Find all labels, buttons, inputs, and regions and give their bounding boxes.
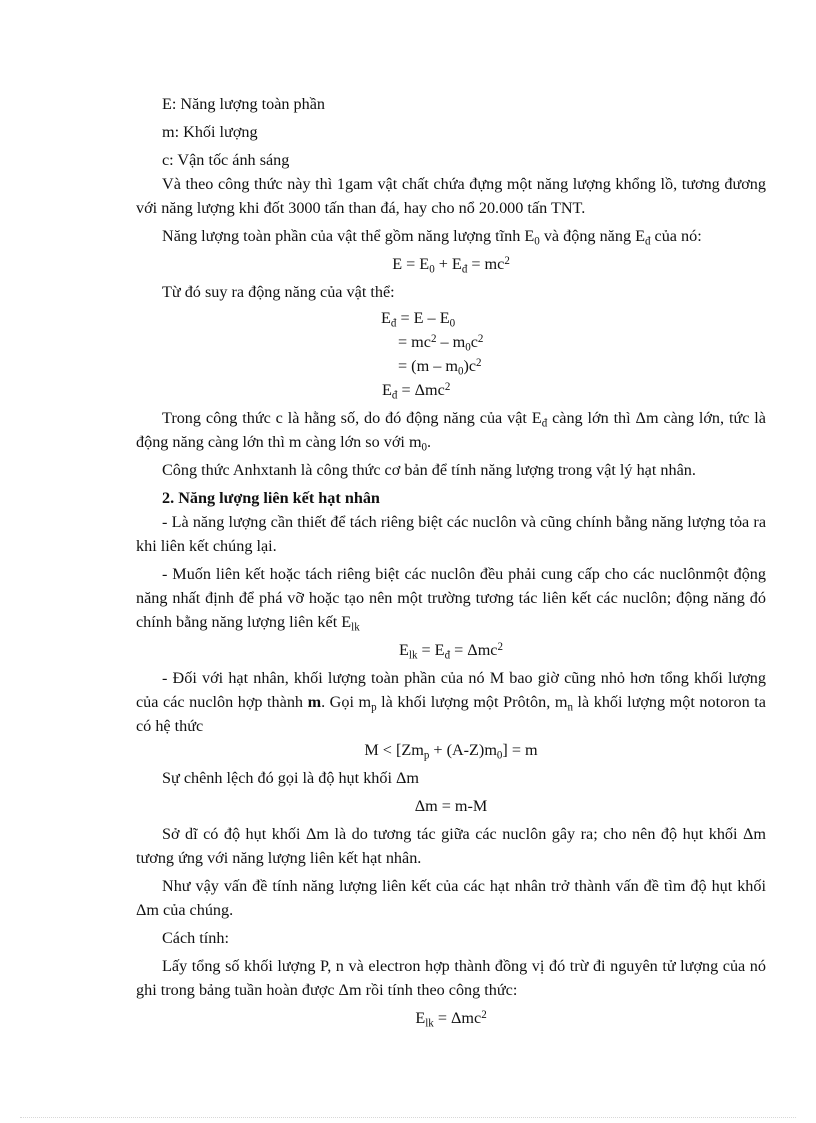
paragraph-total-energy: Năng lượng toàn phần của vật thể gồm năng lượng tĩnh $E_0$ và động năng $E_đ$ của nó:	[162, 227, 702, 248]
definition-c: c: Vận tốc ánh sáng	[162, 151, 290, 169]
paragraph-energy-example: Và theo công thức này thì 1gam vật chất chứa đựng một năng lượng khổng lồ, tương đương với năng lượng khi đốt 3000 tấn than đá, hay cho nổ 20.000 tấn TNT.	[136, 175, 766, 217]
equation-line-2: = $mc^2 - m_0c^2$	[398, 333, 484, 354]
definition-m: m: Khối lượng	[162, 123, 258, 141]
equation-mass-defect: Δm = m-M	[414, 797, 488, 815]
bullet-separation: - Muốn liên kết hoặc tách riêng biệt các nuclôn đều phải cung cấp cho các nuclônmột động năng nhất định để phá vỡ hoặc tạo nên một trường tương tác liên kết các nuclôn; động năng đó chính bằng năng lượng liên kết $E_{lk}$	[136, 565, 766, 634]
equation-block-kinetic	[136, 306, 766, 402]
paragraph-derive-kinetic: Từ đó suy ra động năng của vật thể:	[162, 283, 395, 301]
equation-total-energy: $E = E_0 + E_đ = mc^2$	[392, 255, 510, 276]
paragraph-defect-cause: Sở dĩ có độ hụt khối Δm là do tương tác giữa các nuclôn gây ra; cho nên độ hụt khối Δm tương ứng với năng lượng liên kết hạt nhân.	[136, 825, 766, 867]
document-page	[136, 92, 766, 1030]
equation-binding-energy: $E_{lk} = E_đ = \Delta mc^2$	[399, 641, 503, 662]
equation-line-4: $E_đ = \Delta mc^2$	[382, 381, 451, 402]
equation-line-3: = $(m - m_0)c^2$	[398, 357, 482, 378]
paragraph-problem-statement: Như vậy vấn đề tính năng lượng liên kết của các hạt nhân trở thành vấn đề tìm độ hụt khối Δm của chúng.	[136, 877, 766, 919]
equation-line-1: $E_đ = E - E_0$	[381, 309, 456, 330]
equation-mass-inequality: $M < [Zm_p + (A-Z)m_0] = m$	[364, 741, 538, 762]
section-heading-binding-energy: 2. Năng lượng liên kết hạt nhân	[162, 489, 380, 507]
bullet-mass-nucleus: - Đối với hạt nhân, khối lượng toàn phần của nó M bao giờ cũng nhỏ hơn tổng khối lượng của các nuclôn hợp thành m. Gọi $m_p$ là khối lượng một Prôtôn, $m_n$ là khối lượng một notoron ta có hệ thức	[136, 669, 766, 735]
definition-e: E: Năng lượng toàn phần	[162, 95, 325, 113]
paragraph-mass-defect: Sự chênh lệch đó gọi là độ hụt khối Δm	[162, 769, 420, 787]
paragraph-method: Lấy tổng số khối lượng P, n và electron hợp thành đồng vị đó trừ đi nguyên tử lượng của nó ghi trong bảng tuần hoàn được Δm rồi tính theo công thức:	[136, 957, 766, 999]
paragraph-einstein-formula: Công thức Anhxtanh là công thức cơ bản để tính năng lượng trong vật lý hạt nhân.	[162, 461, 696, 479]
page-bottom-divider	[20, 1117, 796, 1118]
bullet-definition: - Là năng lượng cần thiết để tách riêng biệt các nuclôn và cũng chính bằng năng lượng tỏa ra khi liên kết chúng lại.	[136, 513, 766, 555]
equation-final: $E_{lk} = \Delta mc^2$	[415, 1009, 487, 1030]
paragraph-constant-c: Trong công thức c là hằng số, do đó động năng của vật $E_đ$ càng lớn thì Δm càng lớn, tức là động năng càng lớn thì m càng lớn so với $m_0$.	[136, 409, 766, 454]
paragraph-method-label: Cách tính:	[162, 929, 229, 947]
